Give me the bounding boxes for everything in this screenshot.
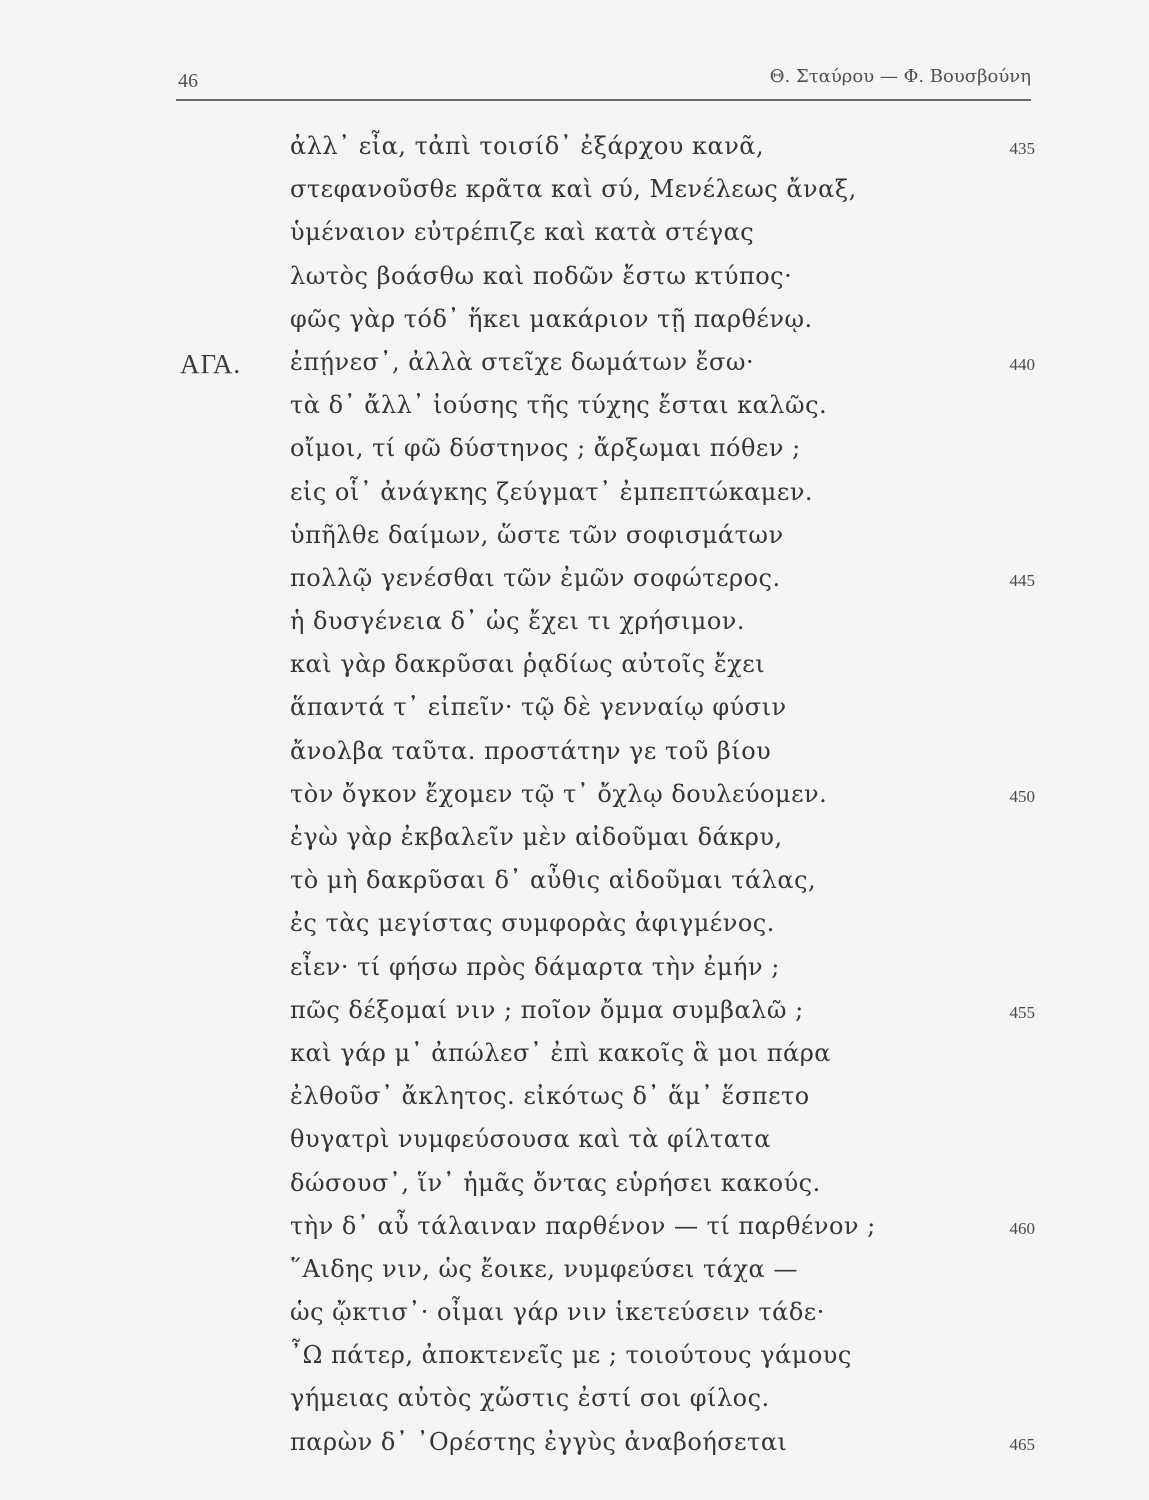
verse-text: δώσουσ᾽, ἵν᾽ ἡμᾶς ὄντας εὑρήσει κακούς. xyxy=(290,1168,821,1197)
verse-text: γήμειας αὐτὸς χὥστις ἐστί σοι φίλος. xyxy=(290,1384,770,1413)
verse-text: ἄνολβα ταῦτα. προστάτην γε τοῦ βίου xyxy=(290,736,772,765)
verse-line xyxy=(0,859,1149,902)
line-number: 435 xyxy=(1009,139,1035,158)
line-number: 465 xyxy=(1009,1434,1035,1454)
verse-line xyxy=(0,773,1149,816)
line-number: 455 xyxy=(1009,1002,1035,1022)
verse-text: ῏Ω πάτερ, ἀποκτενεῖς με ; τοιούτους γάμους xyxy=(290,1341,852,1370)
verse-text: τὸν ὄγκον ἔχομεν τῷ τ᾽ ὄχλῳ δουλεύομεν. xyxy=(290,779,828,808)
line-number: 460 xyxy=(1009,1218,1035,1238)
verse-text: καὶ γὰρ δακρῦσαι ῥᾳδίως αὐτοῖς ἔχει xyxy=(290,650,766,679)
verse-line xyxy=(0,1377,1149,1420)
verse-text: πῶς δέξομαί νιν ; ποῖον ὄμμα συμβαλῶ ; xyxy=(290,995,804,1024)
verse-text: οἴμοι, τί φῶ δύστηνος ; ἄρξωμαι πόθεν ; xyxy=(290,434,801,463)
verse-line xyxy=(0,514,1149,557)
verse-line xyxy=(0,298,1149,341)
verse-text: πολλῷ γενέσθαι τῶν ἐμῶν σοφώτερος. xyxy=(290,563,781,592)
verse-text: ἐγὼ γὰρ ἐκβαλεῖν μὲν αἰδοῦμαι δάκρυ, xyxy=(290,823,783,851)
verse-line xyxy=(0,600,1149,643)
running-header: Θ. Σταύρου — Φ. Βουσβούνη xyxy=(769,66,1031,87)
verse-text: ἐς τὰς μεγίστας συμφορὰς ἀφιγμένος. xyxy=(290,909,775,938)
verse-line xyxy=(0,730,1149,773)
verse-line xyxy=(0,902,1149,945)
verse-line xyxy=(0,989,1149,1032)
verse-line xyxy=(0,816,1149,859)
verse-block xyxy=(0,125,1149,1464)
verse-text: ὑπῆλθε δαίμων, ὥστε τῶν σοφισμάτων xyxy=(290,520,784,549)
verse-text: εἶεν· τί φήσω πρὸς δάμαρτα τὴν ἐμήν ; xyxy=(290,952,780,981)
verse-line xyxy=(0,255,1149,298)
verse-line xyxy=(0,1162,1149,1205)
verse-line xyxy=(0,686,1149,729)
page-number: 46 xyxy=(178,70,198,92)
speaker-label: ΑΓΑ. xyxy=(180,348,242,379)
line-number: 440 xyxy=(1009,354,1035,374)
verse-line xyxy=(0,1291,1149,1334)
verse-line xyxy=(0,211,1149,254)
verse-text: ἐλθοῦσ᾽ ἄκλητος. εἰκότως δ᾽ ἅμ᾽ ἕσπετο xyxy=(290,1082,810,1111)
verse-line xyxy=(0,341,1149,384)
verse-text: λωτὸς βοάσθω καὶ ποδῶν ἔστω κτύπος· xyxy=(290,261,793,290)
verse-line xyxy=(0,471,1149,514)
verse-text: τὴν δ᾽ αὖ τάλαιναν παρθένον — τί παρθένον ; xyxy=(290,1211,876,1240)
verse-line xyxy=(0,557,1149,600)
verse-line xyxy=(0,1205,1149,1248)
verse-line xyxy=(0,427,1149,470)
verse-text: τὸ μὴ δακρῦσαι δ᾽ αὖθις αἰδοῦμαι τάλας, xyxy=(290,866,817,895)
verse-line xyxy=(0,125,1149,168)
header-rule xyxy=(176,99,1031,101)
verse-text: καὶ γάρ μ᾽ ἀπώλεσ᾽ ἐπὶ κακοῖς ἃ μοι πάρα xyxy=(290,1038,832,1067)
verse-line xyxy=(0,643,1149,686)
verse-line xyxy=(0,1075,1149,1118)
verse-line xyxy=(0,168,1149,211)
verse-line xyxy=(0,946,1149,989)
verse-line xyxy=(0,1248,1149,1291)
line-number: 445 xyxy=(1009,570,1035,590)
verse-text: στεφανοῦσθε κρᾶτα καὶ σύ, Μενέλεως ἄναξ, xyxy=(290,175,857,204)
verse-text: τὰ δ᾽ ἄλλ᾽ ἰούσης τῆς τύχης ἔσται καλῶς. xyxy=(290,391,828,420)
verse-line xyxy=(0,1118,1149,1161)
verse-line xyxy=(0,1421,1149,1464)
verse-text: ἅπαντά τ᾽ εἰπεῖν· τῷ δὲ γενναίῳ φύσιν xyxy=(290,693,787,722)
line-number: 450 xyxy=(1009,786,1035,806)
verse-line xyxy=(0,384,1149,427)
verse-text: ἀλλ᾽ εἶα, τἀπὶ τοισίδ᾽ ἐξάρχου κανᾶ, xyxy=(290,132,765,160)
verse-text: ἐπῄνεσ᾽, ἀλλὰ στεῖχε δωμάτων ἔσω· xyxy=(290,347,755,376)
verse-text: ὑμέναιον εὐτρέπιζε καὶ κατὰ στέγας xyxy=(290,218,755,247)
verse-text: ὡς ᾤκτισ᾽· οἶμαι γάρ νιν ἱκετεύσειν τάδε· xyxy=(290,1298,825,1327)
verse-text: ἡ δυσγένεια δ᾽ ὡς ἔχει τι χρήσιμον. xyxy=(290,607,745,636)
verse-line xyxy=(0,1032,1149,1075)
verse-text: εἰς οἷ᾽ ἀνάγκης ζεύγματ᾽ ἐμπεπτώκαμεν. xyxy=(290,477,814,506)
verse-text: φῶς γὰρ τόδ᾽ ἥκει μακάριον τῇ παρθένῳ. xyxy=(290,304,813,333)
verse-text: παρὼν δ᾽ ᾽Ορέστης ἐγγὺς ἀναβοήσεται xyxy=(290,1427,788,1456)
verse-text: ῞Αιδης νιν, ὡς ἔοικε, νυμφεύσει τάχα — xyxy=(290,1254,798,1283)
verse-line xyxy=(0,1334,1149,1377)
verse-text: θυγατρὶ νυμφεύσουσα καὶ τὰ φίλτατα xyxy=(290,1125,772,1154)
